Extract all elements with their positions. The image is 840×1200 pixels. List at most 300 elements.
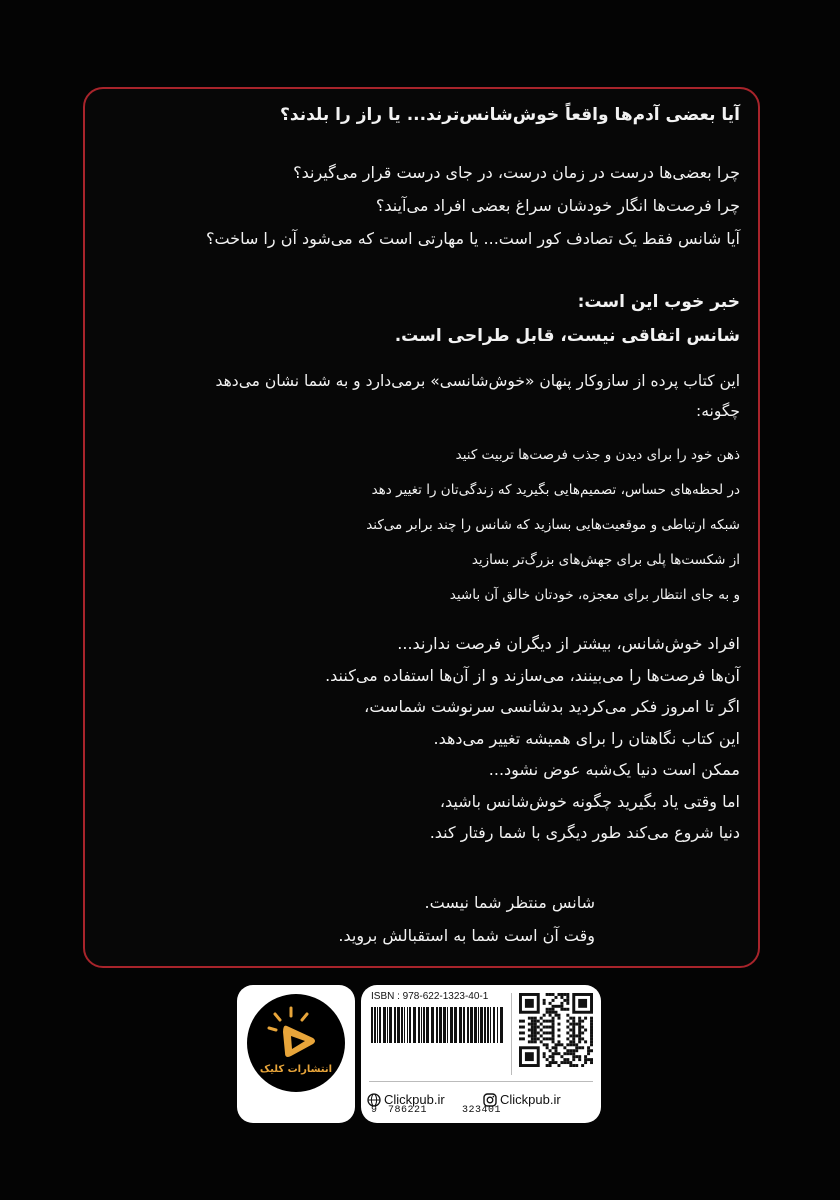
qr-module (549, 1026, 552, 1029)
qr-module (543, 1055, 546, 1058)
qr-module (569, 1040, 572, 1043)
paragraph-line: این کتاب نگاهتان را برای همیشه تغییر می‌دهد. (433, 728, 740, 748)
qr-module (531, 1034, 534, 1037)
publisher-logo (247, 994, 345, 1092)
qr-module (572, 1029, 575, 1032)
qr-module (552, 1029, 555, 1032)
barcode-bar (454, 1007, 457, 1043)
barcode-bar (467, 1007, 469, 1043)
qr-module (584, 1040, 587, 1043)
good-news-line: خبر خوب این است: (577, 292, 740, 312)
qr-module (566, 1020, 569, 1023)
publisher-logo-card (237, 985, 355, 1123)
qr-module (581, 1037, 584, 1040)
qr-module (549, 1037, 552, 1040)
qr-module (546, 1008, 549, 1011)
qr-module (537, 1037, 540, 1040)
qr-module (543, 1052, 546, 1055)
qr-module (557, 1017, 560, 1020)
divider (511, 993, 512, 1075)
isbn-label: ISBN : 978-622-1323-40-1 (371, 991, 489, 1002)
barcode-bar (439, 1007, 442, 1043)
qr-module (572, 1023, 575, 1026)
qr-module (575, 1049, 578, 1052)
barcode-bar (474, 1007, 477, 1043)
qr-module (534, 1034, 537, 1037)
qr-module (575, 1043, 578, 1046)
closing-block (338, 886, 595, 952)
qr-module (560, 1008, 563, 1011)
qr-module (584, 1029, 587, 1032)
publisher-name: انتشارات کلیک (259, 1064, 333, 1075)
barcode-digits: 786221 (388, 1105, 428, 1116)
paragraph-line: افراد خوش‌شانس، بیشتر از دیگران فرصت ندارند... (397, 634, 740, 653)
barcode-bar (493, 1007, 495, 1043)
qr-module (555, 996, 558, 999)
qr-module (572, 1064, 575, 1067)
barcode-bar (371, 1007, 373, 1043)
divider (369, 1081, 593, 1082)
qr-module (563, 1052, 566, 1055)
qr-module (540, 1034, 543, 1037)
qr-module (537, 1026, 540, 1029)
qr-finder (525, 1052, 534, 1061)
qr-module (560, 1055, 563, 1058)
barcode-bar (436, 1007, 438, 1043)
qr-module (549, 1002, 552, 1005)
qr-module (578, 1055, 581, 1058)
qr-module (590, 1023, 593, 1026)
qr-module (540, 1023, 543, 1026)
qr-module (549, 1020, 552, 1023)
qr-module (584, 1058, 587, 1061)
qr-module (578, 1034, 581, 1037)
qr-module (581, 1046, 584, 1049)
qr-module (566, 1049, 569, 1052)
barcode-bar (407, 1007, 408, 1043)
qr-module (534, 1031, 537, 1034)
qr-module (531, 1017, 534, 1020)
qr-module (552, 1026, 555, 1029)
qr-module (563, 1058, 566, 1061)
qr-module (552, 1055, 555, 1058)
qr-module (560, 1005, 563, 1008)
qr-module (572, 1037, 575, 1040)
qr-module (587, 1052, 590, 1055)
qr-code[interactable] (519, 993, 593, 1067)
qr-module (566, 1037, 569, 1040)
qr-module (531, 1026, 534, 1029)
barcode-bar (431, 1007, 434, 1043)
barcode-bar (401, 1007, 403, 1043)
qr-module (549, 1064, 552, 1067)
globe-icon (367, 1093, 381, 1107)
qr-module (575, 1055, 578, 1058)
qr-module (569, 1064, 572, 1067)
qr-module (552, 1005, 555, 1008)
closing-line: شانس منتظر شما نیست. (424, 893, 595, 912)
qr-module (572, 1026, 575, 1029)
qr-module (566, 1008, 569, 1011)
qr-module (590, 1058, 593, 1061)
qr-module (560, 1061, 563, 1064)
barcode-digit: 9 (371, 1105, 378, 1116)
qr-module (540, 1040, 543, 1043)
website-text: Clickpub.ir (384, 1092, 445, 1107)
qr-module (546, 1064, 549, 1067)
qr-module (569, 1043, 572, 1046)
qr-module (543, 1026, 546, 1029)
qr-module (572, 1058, 575, 1061)
qr-module (575, 1023, 578, 1026)
intro-line: چگونه: (696, 402, 740, 420)
qr-module (543, 1014, 546, 1017)
qr-module (528, 1017, 531, 1020)
qr-module (519, 1026, 522, 1029)
qr-module (546, 1037, 549, 1040)
qr-module (590, 1040, 593, 1043)
qr-module (537, 1020, 540, 1023)
qr-module (566, 1043, 569, 1046)
barcode-bar (478, 1007, 479, 1043)
qr-module (590, 1061, 593, 1064)
qr-module (560, 993, 563, 996)
qr-module (590, 1049, 593, 1052)
qr-module (566, 1061, 569, 1064)
qr-module (546, 1046, 549, 1049)
qr-module (528, 1040, 531, 1043)
qr-module (560, 1002, 563, 1005)
qr-module (543, 1031, 546, 1034)
qr-module (575, 1034, 578, 1037)
barcode-bar (497, 1007, 498, 1043)
qr-module (572, 1043, 575, 1046)
qr-module (569, 1034, 572, 1037)
qr-module (590, 1017, 593, 1020)
qr-module (552, 1020, 555, 1023)
qr-module (572, 1040, 575, 1043)
barcode-bar (377, 1007, 378, 1043)
publisher-info-card (361, 985, 601, 1123)
qr-module (552, 1011, 555, 1014)
list-item: ذهن خود را برای دیدن و جذب فرصت‌ها تربیت کنید (455, 447, 740, 463)
qr-module (534, 1026, 537, 1029)
qr-module (578, 1026, 581, 1029)
qr-module (552, 1023, 555, 1026)
qr-module (552, 1046, 555, 1049)
qr-module (528, 1023, 531, 1026)
qr-module (557, 1023, 560, 1026)
qr-module (552, 1058, 555, 1061)
qr-module (555, 1046, 558, 1049)
qr-module (549, 993, 552, 996)
qr-module (578, 1046, 581, 1049)
qr-module (528, 1029, 531, 1032)
barcode-bar (487, 1007, 489, 1043)
barcode-bar (447, 1007, 448, 1043)
intro-line: این کتاب پرده از سازوکار پنهان «خوش‌شانسی» برمی‌دارد و به شما نشان می‌دهد (215, 372, 740, 390)
qr-module (581, 1031, 584, 1034)
barcode-bar (404, 1007, 405, 1043)
barcode-bar (490, 1007, 491, 1043)
qr-module (546, 1026, 549, 1029)
qr-module (572, 1017, 575, 1020)
qr-module (572, 1049, 575, 1052)
list-item: از شکست‌ها پلی برای جهش‌های بزرگ‌تر بسازید (471, 552, 740, 568)
qr-module (522, 1037, 525, 1040)
qr-module (522, 1026, 525, 1029)
qr-module (578, 1040, 581, 1043)
qr-module (569, 1052, 572, 1055)
qr-module (566, 1002, 569, 1005)
qr-module (572, 1034, 575, 1037)
qr-module (578, 1058, 581, 1061)
barcode-bar (374, 1007, 376, 1043)
qr-module (587, 1049, 590, 1052)
qr-module (531, 1031, 534, 1034)
qr-module (555, 1049, 558, 1052)
qr-module (555, 1005, 558, 1008)
qr-module (543, 1043, 546, 1046)
questions-block (206, 156, 740, 255)
qr-module (569, 1029, 572, 1032)
qr-module (555, 1011, 558, 1014)
qr-module (566, 1026, 569, 1029)
qr-module (584, 1061, 587, 1064)
barcode-bar (450, 1007, 453, 1043)
qr-module (566, 996, 569, 999)
barcode-bar (409, 1007, 411, 1043)
qr-module (590, 1037, 593, 1040)
qr-module (546, 993, 549, 996)
barcode-bar (383, 1007, 386, 1043)
qr-module (572, 1020, 575, 1023)
instagram-icon (483, 1093, 497, 1107)
qr-module (534, 1040, 537, 1043)
qr-module (522, 1031, 525, 1034)
qr-module (590, 1034, 593, 1037)
qr-module (560, 1043, 563, 1046)
qr-module (522, 1020, 525, 1023)
qr-module (552, 993, 555, 996)
qr-module (546, 1043, 549, 1046)
qr-module (543, 1037, 546, 1040)
qr-module (563, 1008, 566, 1011)
qr-module (584, 1017, 587, 1020)
question-line: آیا شانس فقط یک تصادف کور است... یا مهارتی است که می‌شود آن را ساخت؟ (205, 229, 740, 248)
qr-module (552, 1061, 555, 1064)
paragraph-line: دنیا شروع می‌کند طور دیگری با شما رفتار کند. (429, 823, 740, 842)
qr-module (563, 1046, 566, 1049)
qr-module (549, 1031, 552, 1034)
qr-module (531, 1020, 534, 1023)
qr-module (546, 1020, 549, 1023)
intro-block (216, 366, 741, 426)
paragraph-line: ممکن است دنیا یک‌شبه عوض نشود... (488, 760, 740, 779)
qr-module (590, 1026, 593, 1029)
barcode (369, 1007, 509, 1045)
qr-module (552, 1040, 555, 1043)
barcode-bar (480, 1007, 483, 1043)
instagram-link[interactable] (483, 1092, 561, 1107)
qr-module (557, 1029, 560, 1032)
qr-module (557, 1005, 560, 1008)
barcode-bar (470, 1007, 473, 1043)
qr-module (578, 1029, 581, 1032)
list-item: در لحظه‌های حساس، تصمیم‌هایی بگیرید که زندگی‌تان را تغییر دهد (371, 482, 740, 498)
qr-module (563, 993, 566, 996)
qr-module (531, 1040, 534, 1043)
qr-finder (578, 999, 587, 1008)
qr-module (584, 1055, 587, 1058)
qr-module (572, 1052, 575, 1055)
qr-module (546, 1058, 549, 1061)
qr-module (569, 1049, 572, 1052)
barcode-bar (389, 1007, 392, 1043)
qr-module (546, 1031, 549, 1034)
qr-module (569, 1023, 572, 1026)
qr-module (549, 1061, 552, 1064)
qr-module (540, 1017, 543, 1020)
barcode-bar (426, 1007, 429, 1043)
qr-module (557, 1014, 560, 1017)
qr-module (549, 1008, 552, 1011)
qr-module (537, 1031, 540, 1034)
qr-module (578, 1017, 581, 1020)
qr-module (566, 1014, 569, 1017)
qr-module (549, 1014, 552, 1017)
body-paragraph (325, 628, 740, 849)
barcode-bar (459, 1007, 462, 1043)
qr-module (557, 1043, 560, 1046)
bullet-list (366, 438, 740, 613)
qr-module (572, 1031, 575, 1034)
qr-module (519, 1031, 522, 1034)
qr-module (578, 1031, 581, 1034)
qr-module (549, 1049, 552, 1052)
qr-module (534, 1023, 537, 1026)
qr-module (566, 1058, 569, 1061)
qr-module (578, 1023, 581, 1026)
qr-module (534, 1037, 537, 1040)
qr-module (575, 1064, 578, 1067)
barcode-bar (387, 1007, 388, 1043)
paragraph-line: اگر تا امروز فکر می‌کردید بدشانسی سرنوشت شماست، (364, 697, 740, 716)
barcode-bar (379, 1007, 381, 1043)
qr-finder (525, 999, 534, 1008)
barcode-bar (413, 1007, 416, 1043)
qr-module (581, 1026, 584, 1029)
instagram-text: Clickpub.ir (500, 1092, 561, 1107)
closing-line: وقت آن است شما به استقبالش بروید. (338, 926, 595, 945)
barcode-bar (500, 1007, 503, 1043)
barcode-digits: 323401 (462, 1105, 502, 1116)
qr-module (581, 1020, 584, 1023)
qr-module (555, 1043, 558, 1046)
qr-module (590, 1020, 593, 1023)
qr-module (549, 1011, 552, 1014)
qr-module (566, 993, 569, 996)
qr-module (557, 1064, 560, 1067)
good-news-line: شانس اتفاقی نیست، قابل طراحی است. (394, 326, 740, 346)
qr-module (531, 1037, 534, 1040)
qr-module (531, 1023, 534, 1026)
question-line: چرا فرصت‌ها انگار خودشان سراغ بعضی افراد می‌آیند؟ (375, 196, 740, 215)
barcode-bar (443, 1007, 446, 1043)
qr-module (587, 1046, 590, 1049)
qr-module (552, 1052, 555, 1055)
qr-module (557, 1040, 560, 1043)
paragraph-line: اما وقتی یاد بگیرید چگونه خوش‌شانس باشید، (439, 791, 740, 811)
question-line: چرا بعضی‌ها درست در زمان درست، در جای درست قرار می‌گیرند؟ (293, 163, 740, 182)
qr-module (543, 1020, 546, 1023)
barcode-bar (423, 1007, 425, 1043)
qr-module (557, 993, 560, 996)
qr-module (590, 1031, 593, 1034)
list-item: و به جای انتظار برای معجزه، خودتان خالق آن باشید (449, 587, 740, 603)
website-link[interactable] (367, 1092, 445, 1107)
qr-module (555, 1052, 558, 1055)
qr-module (546, 1011, 549, 1014)
qr-module (552, 1031, 555, 1034)
list-item: شبکه ارتباطی و موقعیت‌هایی بسازید که شانس را چند برابر می‌کند (366, 517, 740, 533)
qr-module (552, 1037, 555, 1040)
qr-module (519, 1020, 522, 1023)
qr-module (552, 1008, 555, 1011)
qr-module (543, 999, 546, 1002)
good-news-block (395, 285, 740, 353)
qr-module (566, 1052, 569, 1055)
qr-module (552, 1017, 555, 1020)
play-icon (247, 994, 345, 1092)
qr-module (534, 1029, 537, 1032)
qr-module (519, 1037, 522, 1040)
barcode-bar (397, 1007, 400, 1043)
paragraph-line: آن‌ها فرصت‌ها را می‌بینند، می‌سازند و از آن‌ها استفاده می‌کنند. (325, 665, 740, 685)
qr-module (575, 1046, 578, 1049)
qr-module (555, 1014, 558, 1017)
qr-module (581, 1064, 584, 1067)
barcode-bar (418, 1007, 420, 1043)
barcode-bar (394, 1007, 396, 1043)
qr-module (552, 999, 555, 1002)
qr-module (557, 1034, 560, 1037)
qr-module (566, 999, 569, 1002)
qr-module (590, 1043, 593, 1046)
qr-module (531, 1029, 534, 1032)
qr-module (578, 1020, 581, 1023)
qr-module (572, 1055, 575, 1058)
qr-module (587, 1058, 590, 1061)
qr-module (563, 1061, 566, 1064)
qr-module (540, 1029, 543, 1032)
qr-module (590, 1029, 593, 1032)
qr-module (563, 999, 566, 1002)
qr-module (528, 1034, 531, 1037)
qr-module (534, 1020, 537, 1023)
qr-module (543, 1002, 546, 1005)
qr-module (578, 1037, 581, 1040)
qr-module (549, 1055, 552, 1058)
barcode-bar (484, 1007, 486, 1043)
qr-module (534, 1017, 537, 1020)
qr-module (557, 1052, 560, 1055)
qr-module (569, 1017, 572, 1020)
qr-module (566, 1031, 569, 1034)
qr-module (560, 996, 563, 999)
barcode-bar (463, 1007, 465, 1043)
qr-module (569, 1061, 572, 1064)
